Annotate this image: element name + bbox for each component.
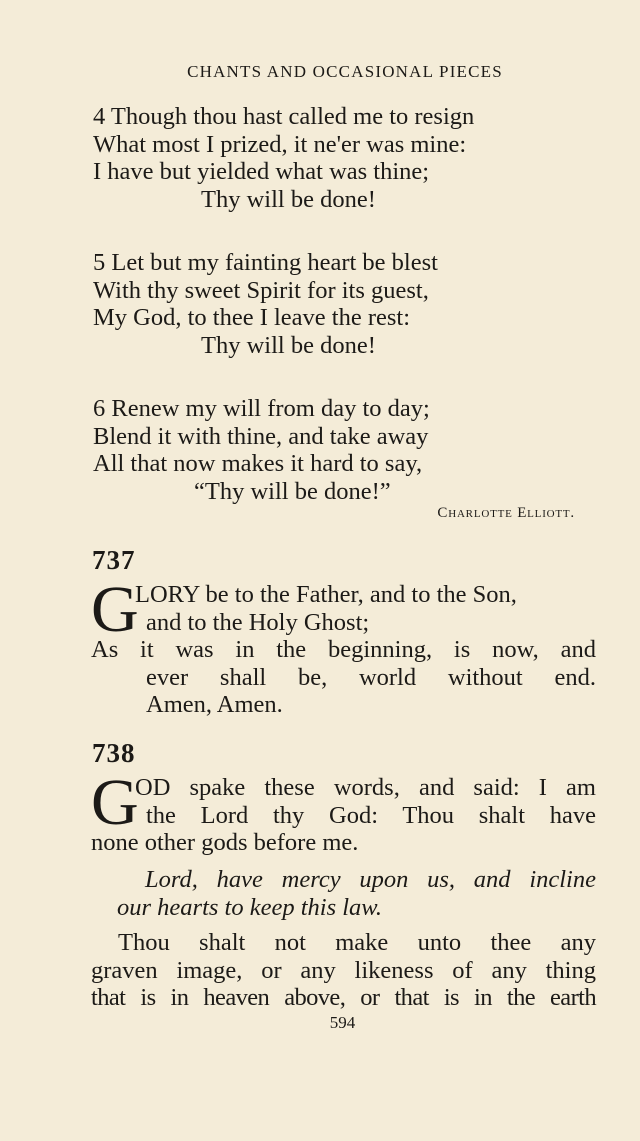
text-line: ever shall be, world without end. <box>146 663 596 691</box>
text-line: none other gods before me. <box>91 829 359 856</box>
drop-cap: G <box>91 573 139 646</box>
verse-4 <box>93 103 593 213</box>
page-number: 594 <box>329 1013 356 1032</box>
verse-line: I have but yielded what was thine; <box>93 158 430 185</box>
verse-refrain: Thy will be done! <box>201 185 376 213</box>
verse-line: 5 Let but my fainting heart be blest <box>93 249 438 276</box>
verse-refrain: “Thy will be done!” <box>194 477 391 505</box>
text-line: the Lord thy God: Thou shalt have <box>146 801 596 829</box>
author-attribution: Charlotte Elliott. <box>437 505 575 521</box>
verse-line: With thy sweet Spirit for its guest, <box>93 276 429 304</box>
text-line: Amen, Amen. <box>146 691 283 718</box>
hymn-number-738: 738 <box>92 738 136 768</box>
verse-line: 6 Renew my will from day to day; <box>93 395 430 422</box>
response-line: Lord, have mercy upon us, and incline <box>145 866 596 893</box>
hymn-737-text <box>91 581 596 719</box>
verse-line: What most I prized, it ne'er was mine: <box>93 130 467 158</box>
text-line: graven image, or any likeness of any thing <box>91 956 596 984</box>
response-line: our hearts to keep this law. <box>117 893 382 921</box>
verse-line: 4 Though thou hast called me to resign <box>93 103 475 130</box>
commandment-text <box>91 929 596 1012</box>
hymn-738-text <box>91 774 596 857</box>
verse-refrain: Thy will be done! <box>201 331 376 359</box>
verse-line: All that now makes it hard to say, <box>93 450 423 477</box>
text-line: that is in heaven above, or that is in the earth <box>91 984 596 1011</box>
verse-5 <box>93 249 593 359</box>
hymn-number-737: 737 <box>92 545 136 575</box>
text-line: As it was in the beginning, is now, and <box>91 636 596 663</box>
drop-cap: G <box>91 766 139 839</box>
verse-line: My God, to thee I leave the rest: <box>93 304 411 331</box>
response-text <box>91 866 596 921</box>
text-line: LORY be to the Father, and to the Son, <box>135 581 517 608</box>
text-line: and to the Holy Ghost; <box>146 608 370 636</box>
verse-line: Blend it with thine, and take away <box>93 422 429 450</box>
text-line: Thou shalt not make unto thee any <box>118 929 596 956</box>
verse-6 <box>93 395 593 505</box>
running-header: CHANTS AND OCCASIONAL PIECES <box>187 62 503 81</box>
text-line: OD spake these words, and said: I am <box>135 774 596 801</box>
